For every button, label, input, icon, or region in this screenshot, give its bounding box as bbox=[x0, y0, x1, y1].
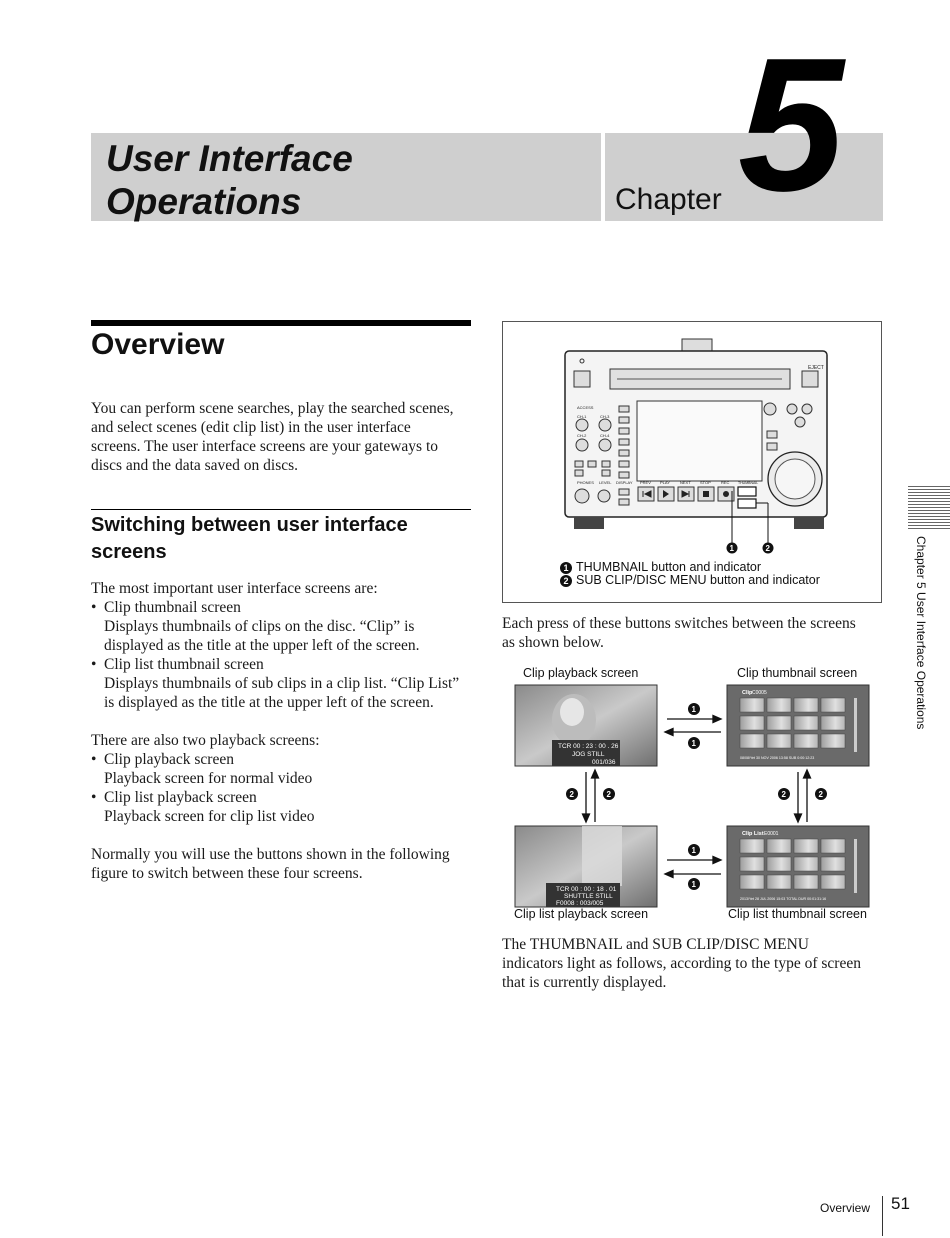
list-title-text: Clip List bbox=[742, 831, 764, 837]
callout-number: 2 bbox=[765, 544, 770, 553]
heading-line: screens bbox=[91, 541, 167, 563]
arrow-number: 2 bbox=[781, 790, 786, 799]
item-desc: Playback screen for clip list video bbox=[104, 808, 315, 825]
item-desc: Playback screen for normal video bbox=[104, 770, 313, 787]
section-heading-overview: Overview bbox=[91, 328, 225, 361]
thumb-footer-text: 08/08/Yet 30 NOV 2006 13:58 SUB 0:00:12:23 bbox=[740, 756, 815, 760]
callout-text: THUMBNAIL button and indicator bbox=[576, 560, 762, 574]
label-cliplist-thumbnail: Clip list thumbnail screen bbox=[728, 907, 867, 921]
device-front-panel-illustration bbox=[502, 321, 882, 561]
callout-number: 1 bbox=[560, 562, 572, 574]
item-title: • Clip playback screen bbox=[104, 751, 234, 768]
overlay-text: 001/036 bbox=[592, 759, 616, 766]
item-title: • Clip list thumbnail screen bbox=[104, 656, 264, 673]
screens-description bbox=[91, 579, 476, 883]
rec-label: REC bbox=[721, 480, 730, 485]
display-label: DISPLAY bbox=[616, 480, 633, 485]
arrow-number: 1 bbox=[691, 739, 696, 748]
playback-list bbox=[91, 750, 476, 826]
overlay-text: TCR 00 : 23 : 00 . 26 bbox=[558, 743, 619, 750]
thumb-title-text: Clip bbox=[742, 690, 753, 696]
callout-2 bbox=[560, 573, 820, 587]
text-line: as shown below. bbox=[502, 634, 604, 651]
footer-divider bbox=[882, 1196, 883, 1236]
arrow-number: 1 bbox=[691, 880, 696, 889]
text-line: You can perform scene searches, play the searched scenes, bbox=[91, 400, 454, 417]
callout-text: SUB CLIP/DISC MENU button and indicator bbox=[576, 573, 820, 587]
heading-line: Switching between user interface bbox=[91, 514, 408, 536]
chapter-number: 5 bbox=[738, 19, 840, 231]
item-desc: Displays thumbnails of clips on the disc. “Clip” is bbox=[104, 618, 415, 635]
overlay-text: TCR 00 : 00 : 18 . 01 bbox=[556, 886, 617, 893]
list-footer-text: 2013/Yet 28 JUL 2006 15:03 TOTAL DUR 00:01:31:16 bbox=[740, 897, 827, 901]
label-clip-thumbnail: Clip thumbnail screen bbox=[737, 666, 858, 680]
eject-label: EJECT bbox=[808, 365, 824, 371]
footer-section: Overview bbox=[820, 1201, 871, 1215]
item-desc: Displays thumbnails of sub clips in a clip list. “Clip List” bbox=[104, 675, 460, 692]
thumbnail-label: THUMBNAIL bbox=[738, 481, 759, 485]
text-line: screens. The user interface screens are your gateways to bbox=[91, 438, 439, 455]
indicators-paragraph bbox=[502, 935, 887, 992]
overlay-text: F0008 : 003/005 bbox=[556, 900, 604, 907]
phones-label: PHONES bbox=[577, 480, 594, 485]
lead-text: There are also two playback screens: bbox=[91, 732, 320, 749]
label-cliplist-playback: Clip list playback screen bbox=[514, 907, 649, 921]
item-title: • Clip thumbnail screen bbox=[104, 599, 241, 616]
arrow-number: 2 bbox=[606, 790, 611, 799]
item-desc: is displayed as the title at the upper left of the screen. bbox=[104, 694, 434, 711]
list-item bbox=[91, 655, 476, 712]
screen-switch-diagram bbox=[502, 682, 882, 908]
arrow-number: 1 bbox=[691, 846, 696, 855]
subsection-heading bbox=[91, 512, 471, 566]
list-item bbox=[91, 750, 476, 788]
text-line: indicators light as follows, according to the type of screen bbox=[502, 955, 861, 972]
text-line: that is currently displayed. bbox=[502, 974, 667, 991]
ch4-label: CH-4 bbox=[600, 433, 610, 438]
list-item bbox=[91, 788, 476, 826]
callout-number: 1 bbox=[729, 544, 734, 553]
page-number: 51 bbox=[891, 1194, 910, 1213]
chapter-label: Chapter bbox=[615, 183, 722, 216]
callout-number: 2 bbox=[560, 575, 572, 587]
ch1-label: CH-1 bbox=[577, 414, 587, 419]
screen-list bbox=[91, 598, 476, 712]
text-line: The THUMBNAIL and SUB CLIP/DISC MENU bbox=[502, 936, 809, 953]
level-label: LEVEL bbox=[599, 480, 612, 485]
overlay-text: SHUTTLE STILL bbox=[564, 893, 613, 900]
next-label: NEXT bbox=[680, 480, 691, 485]
text-line: Normally you will use the buttons shown in the following bbox=[91, 846, 450, 863]
chapter-title bbox=[106, 137, 353, 223]
prev-label: PREV bbox=[640, 480, 651, 485]
stop-label: STOP bbox=[700, 480, 711, 485]
overview-paragraph bbox=[91, 399, 476, 475]
text-line: figure to switch between these four screens. bbox=[91, 865, 363, 882]
item-title: • Clip list playback screen bbox=[104, 789, 257, 806]
text-line: Each press of these buttons switches between the screens bbox=[502, 615, 856, 632]
chapter-tab-text: Chapter 5 User Interface Operations bbox=[914, 536, 928, 730]
arrow-number: 2 bbox=[818, 790, 823, 799]
thumb-counter-text: C0005 bbox=[752, 690, 767, 696]
arrow-number: 2 bbox=[569, 790, 574, 799]
list-counter-text: E0001 bbox=[764, 831, 779, 837]
access-label: ACCESS bbox=[577, 405, 594, 410]
lead-text: The most important user interface screens are: bbox=[91, 580, 378, 597]
ch3-label: CH-3 bbox=[600, 414, 610, 419]
arrow-number: 1 bbox=[691, 705, 696, 714]
text-line: and select scenes (edit clip list) in the user interface bbox=[91, 419, 411, 436]
text-line: discs and the data saved on discs. bbox=[91, 457, 299, 474]
press-paragraph bbox=[502, 614, 887, 652]
chapter-tab-stripes bbox=[908, 486, 950, 530]
item-desc: displayed as the title at the upper left of the screen. bbox=[104, 637, 420, 654]
subsection-rule bbox=[91, 509, 471, 510]
label-clip-playback: Clip playback screen bbox=[523, 666, 639, 680]
play-label: PLAY bbox=[660, 480, 670, 485]
chapter-title-line: Operations bbox=[106, 181, 302, 222]
section-rule bbox=[91, 320, 471, 326]
ch2-label: CH-2 bbox=[577, 433, 587, 438]
overlay-text: JOG STILL bbox=[572, 751, 605, 758]
chapter-title-line: User Interface bbox=[106, 138, 353, 179]
callout-1 bbox=[560, 560, 761, 574]
list-item bbox=[91, 598, 476, 655]
